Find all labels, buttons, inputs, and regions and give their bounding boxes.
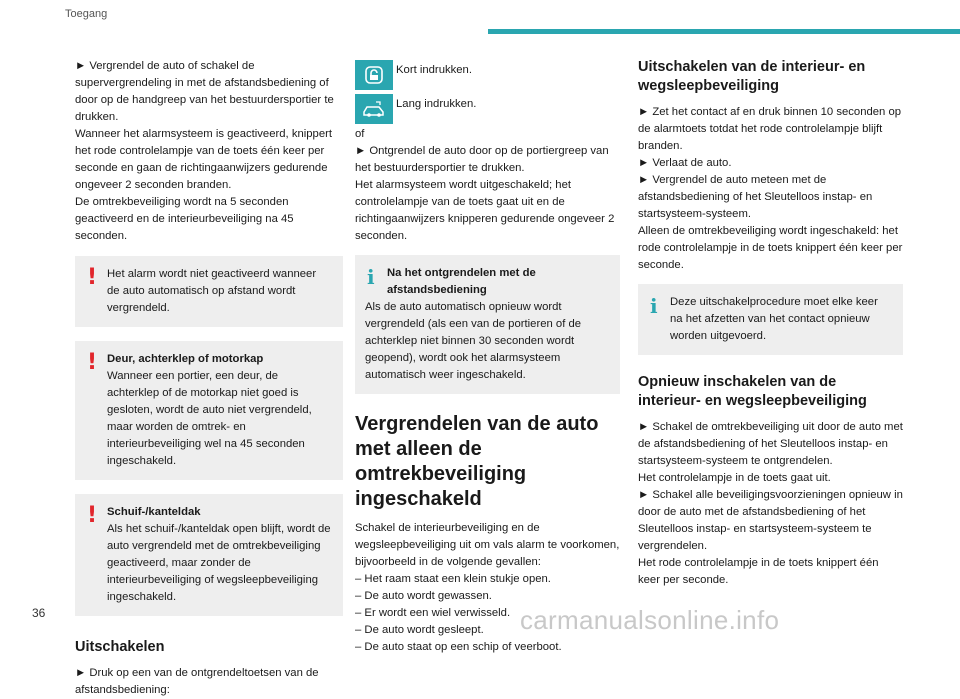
info-icon: i — [367, 265, 375, 289]
info-icon: i — [650, 294, 658, 318]
note-title: Schuif-/kanteldak — [107, 506, 201, 518]
note-text: Als het schuif-/kanteldak open blijft, wordt de auto vergrendeld met de omtrekbeveiliging geactiveerd, maar zonder de interieurbeveiliging of wegsleepbeveiliging ingeschakeld. — [107, 523, 331, 603]
section-heading: Opnieuw inschakelen van de interieur- en wegsleepbeveiliging — [638, 374, 867, 409]
paragraph: Het rode controlelampje in de toets knippert één keer per seconde. — [638, 557, 879, 586]
list-item: – De auto wordt gewassen. — [355, 590, 492, 602]
column-middle — [355, 60, 620, 656]
unlock-icon — [355, 60, 393, 90]
paragraph: Wanneer het alarmsysteem is geactiveerd, knippert het rode controlelampje van de toets één keer per seconde en gaan de richtingaanwijzers gedurende ongeveer 2 seconden branden. — [75, 128, 333, 191]
warning-icon: ! — [87, 350, 98, 375]
warning-icon: ! — [87, 503, 98, 528]
paragraph: ► Vergrendel de auto of schakel de supervergrendeling in met de afstandsbediening of door op de handgreep van het bestuurdersportier te drukken. — [75, 60, 334, 123]
list-item: – Het raam staat een klein stukje open. — [355, 573, 551, 585]
section-heading: Uitschakelen van de interieur- en wegsleepbeveiliging — [638, 59, 866, 94]
page-number: 36 — [32, 606, 46, 620]
list-item: – Er wordt een wiel verwisseld. — [355, 607, 511, 619]
note-text: Wanneer een portier, een deur, de achterklep of de motorkap niet goed is gesloten, wordt de auto niet vergrendeld, maar worden de omtrek- en interieurbeveiliging wel na 45 seconden ingeschakeld. — [107, 370, 312, 467]
warning-note — [75, 256, 343, 327]
car-unlock-icon — [355, 94, 393, 124]
column-left — [75, 58, 343, 699]
icon-label: Lang indrukken. — [396, 98, 477, 110]
section-title: Toegang — [65, 8, 108, 20]
paragraph: ► Schakel de omtrekbeveiliging uit door de auto met de afstandsbediening of het Sleutelloos instap- en startsysteem-systeem te ontgrendelen. — [638, 421, 903, 467]
warning-note — [75, 341, 343, 480]
column-right — [638, 58, 903, 589]
warning-note — [75, 494, 343, 616]
paragraph: De omtrekbeveiliging wordt na 5 seconden geactiveerd en de interieurbeveiliging na 45 seconden. — [75, 196, 294, 242]
section-heading: Uitschakelen — [75, 639, 165, 655]
paragraph: ► Druk op een van de ontgrendeltoetsen van de afstandsbediening: — [75, 667, 319, 696]
paragraph: Het controlelampje in de toets gaat uit. — [638, 472, 831, 484]
list-item: – De auto wordt gesleept. — [355, 624, 484, 636]
main-heading: Vergrendelen van de auto met alleen de omtrekbeveiliging ingeschakeld — [355, 413, 599, 510]
note-text: Het alarm wordt niet geactiveerd wanneer de auto automatisch op afstand wordt vergrendeld. — [107, 268, 317, 314]
note-text: Als de auto automatisch opnieuw wordt vergrendeld (als een van de portieren of de achterklep niet binnen 30 seconden wordt geopend), wordt ook het alarmsysteem automatisch weer ingeschakeld. — [365, 301, 582, 381]
watermark: carmanualsonline.info — [520, 605, 780, 635]
warning-icon: ! — [87, 265, 98, 290]
info-note — [355, 255, 620, 394]
icon-instruction — [355, 60, 620, 90]
note-text: Deze uitschakelprocedure moet elke keer na het afzetten van het contact opnieuw worden uitgevoerd. — [670, 296, 878, 342]
paragraph: ► Schakel alle beveiligingsvoorzieningen opnieuw in door de auto met de afstandsbediening of het Sleutelloos instap- en startsysteem-systeem te vergrendelen. — [638, 489, 903, 552]
paragraph: ► Ontgrendel de auto door op de portiergreep van het bestuurdersportier te drukken. — [355, 145, 609, 174]
paragraph: Het alarmsysteem wordt uitgeschakeld; het controlelampje van de toets gaat uit en de richtingaanwijzers knipperen gedurende ongeveer 2 seconden. — [355, 179, 615, 242]
paragraph: of — [355, 128, 365, 140]
info-note — [638, 284, 903, 355]
paragraph: ► Zet het contact af en druk binnen 10 seconden op de alarmtoets totdat het rode controlelampje blijft branden. — [638, 106, 902, 152]
paragraph: Alleen de omtrekbeveiliging wordt ingeschakeld: het rode controlelampje in de toets knippert één keer per seconde. — [638, 225, 903, 271]
icon-label: Kort indrukken. — [396, 64, 472, 76]
paragraph: Schakel de interieurbeveiliging en de wegsleepbeveiliging uit om vals alarm te voorkomen, bijvoorbeeld in de volgende gevallen: — [355, 522, 620, 568]
paragraph: ► Verlaat de auto. — [638, 157, 732, 169]
note-title: Deur, achterklep of motorkap — [107, 353, 264, 365]
icon-instruction — [355, 94, 620, 124]
paragraph: ► Vergrendel de auto meteen met de afstandsbediening of het Sleutelloos instap- en startsysteem-systeem. — [638, 174, 873, 220]
list-item: – De auto staat op een schip of veerboot. — [355, 641, 562, 653]
note-title: Na het ontgrendelen met de afstandsbediening — [387, 267, 536, 296]
header-accent-bar — [488, 29, 960, 34]
